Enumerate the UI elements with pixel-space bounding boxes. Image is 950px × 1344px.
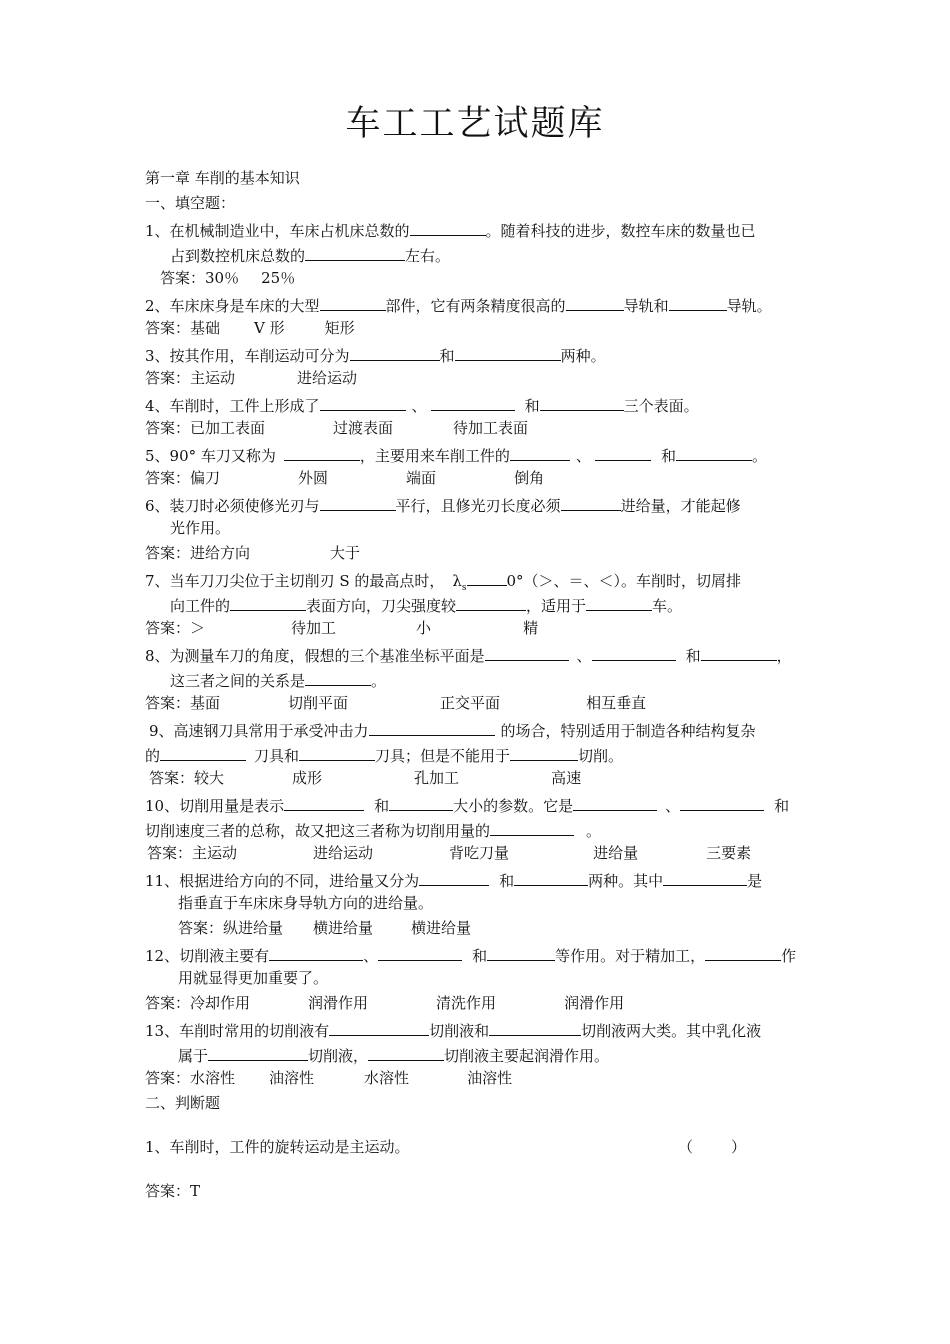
chapter-heading: 第一章 车削的基本知识 — [145, 169, 300, 187]
question-13-line-1 — [145, 1018, 761, 1041]
answer-4 — [145, 418, 528, 438]
q10-text-c: 大小的参数。它是 — [453, 797, 574, 815]
q13-text-d: 属于 — [178, 1047, 209, 1065]
question-9-line-2 — [145, 743, 623, 766]
question-9-line-1 — [149, 718, 756, 741]
blank — [701, 643, 777, 661]
q13-text-b: 切削液和 — [429, 1022, 490, 1040]
question-11-line-1 — [145, 868, 762, 891]
answer-value: 过渡表面 — [333, 419, 394, 437]
answer-label: 答案： — [145, 469, 191, 487]
answer-value: 进给运动 — [297, 369, 358, 387]
q5-text-c: 、 — [575, 447, 591, 465]
blank — [510, 743, 578, 761]
question-10-line-2 — [145, 818, 601, 841]
blank — [284, 793, 364, 811]
q5-text-b: ，主要用来车削工件的 — [359, 447, 510, 465]
q12-text-b: 、 — [363, 947, 379, 965]
answer-label: 答案： — [178, 919, 224, 937]
q9-text-c: 的 — [145, 747, 161, 765]
answer-value: 25％ — [261, 269, 296, 287]
answer-value: 精 — [523, 619, 539, 637]
tf-answer-1: 答案：T — [145, 1182, 201, 1200]
blank — [487, 943, 555, 961]
question-2 — [145, 293, 772, 316]
question-4 — [145, 393, 699, 416]
question-12-line-2: 用就显得更加重要了。 — [178, 969, 329, 987]
answer-8 — [145, 693, 646, 713]
question-3 — [145, 343, 606, 366]
blank — [669, 293, 727, 311]
answer-label: 答案： — [160, 269, 206, 287]
answer-value: 背吃刀量 — [449, 844, 510, 862]
blank — [284, 443, 360, 461]
blank — [663, 868, 747, 886]
tf-answer-parentheses — [678, 1137, 746, 1157]
q8-text-f: 。 — [371, 672, 387, 690]
q10-text-e: 和 — [774, 797, 790, 815]
answer-5 — [145, 468, 544, 488]
blank — [378, 943, 462, 961]
answer-value: 高速 — [551, 769, 582, 787]
q7-text-d: 表面方向，刀尖强度较 — [306, 597, 457, 615]
answer-3 — [145, 368, 357, 388]
q4-text-c: 和 — [524, 397, 540, 415]
blank — [540, 393, 624, 411]
answer-label: 答案： — [145, 544, 191, 562]
q10-text-d: 、 — [665, 797, 681, 815]
question-12-line-1 — [145, 943, 796, 966]
q9-text-e: 刀具；但是不能用于 — [375, 747, 511, 765]
blank — [705, 943, 781, 961]
q10-text-g: 。 — [586, 822, 602, 840]
blank — [269, 943, 363, 961]
question-8-line-1 — [145, 643, 792, 666]
blank — [305, 668, 371, 686]
blank — [566, 293, 624, 311]
blank — [586, 593, 652, 611]
blank — [160, 743, 246, 761]
answer-1 — [160, 268, 295, 288]
paren-close: ） — [731, 1138, 747, 1156]
blank — [368, 1043, 444, 1061]
q4-text-b: 、 — [411, 397, 427, 415]
blank — [369, 718, 495, 736]
q11-text-a: 11、根据进给方向的不同，进给量又分为 — [145, 872, 420, 890]
answer-10 — [147, 843, 751, 863]
q13-text-c: 切削液两大类。其中乳化液 — [581, 1022, 762, 1040]
question-1-line-2 — [170, 243, 450, 266]
q10-text-a: 10、切削用量是表示 — [145, 797, 285, 815]
blank — [467, 568, 507, 586]
blank — [305, 243, 405, 261]
answer-value: 主运动 — [192, 844, 238, 862]
answer-value: ＞ — [190, 619, 206, 637]
q8-text-c: 和 — [685, 647, 701, 665]
q12-text-c: 和 — [472, 947, 488, 965]
q6-text-b: 平行，且修光刃长度必须 — [395, 497, 561, 515]
page-title: 车工工艺试题库 — [345, 104, 605, 144]
q5-text-e: 。 — [751, 447, 767, 465]
question-10-line-1 — [145, 793, 789, 816]
answer-value: 主运动 — [190, 369, 236, 387]
q1-text-c: 占到数控机床总数的 — [170, 247, 306, 265]
answer-value: 润滑作用 — [308, 994, 369, 1012]
answer-value: 相互垂直 — [586, 694, 647, 712]
answer-value: 外圆 — [298, 469, 329, 487]
answer-value: 正交平面 — [440, 694, 501, 712]
blank — [595, 443, 651, 461]
q12-text-e: 作 — [781, 947, 797, 965]
answer-2 — [145, 318, 355, 338]
q9-text-f: 切削。 — [578, 747, 624, 765]
q9-text-d: 刀具和 — [254, 747, 300, 765]
answer-value: 待加工 — [291, 619, 337, 637]
answer-6 — [145, 543, 360, 563]
tf-question-1: 1、车削时，工件的旋转运动是主运动。 — [145, 1138, 410, 1156]
lambda-subscript: s — [461, 583, 467, 593]
paren-open: （ — [678, 1138, 694, 1156]
q13-text-f: 切削液主要起润滑作用。 — [444, 1047, 610, 1065]
q8-text-d: ， — [776, 647, 792, 665]
blank — [320, 493, 396, 511]
answer-label: 答案： — [145, 419, 191, 437]
blank — [320, 293, 386, 311]
blank — [230, 593, 306, 611]
blank — [299, 743, 375, 761]
answer-value: 三要素 — [706, 844, 752, 862]
q11-text-c: 两种。其中 — [588, 872, 664, 890]
blank — [510, 443, 570, 461]
answer-label: 答案： — [145, 1069, 191, 1087]
answer-value: 进给量 — [593, 844, 639, 862]
q2-text-a: 2、车床床身是车床的大型 — [145, 297, 320, 315]
answer-value: 冷却作用 — [190, 994, 251, 1012]
q12-text-a: 12、切削液主要有 — [145, 947, 270, 965]
answer-11 — [178, 918, 471, 938]
answer-value: 成形 — [292, 769, 323, 787]
section-heading-true-false: 二、判断题 — [145, 1094, 221, 1112]
blank — [455, 343, 561, 361]
blank — [389, 793, 453, 811]
answer-13 — [145, 1068, 512, 1088]
q9-text-a: 9、高速钢刀具常用于承受冲击力 — [149, 722, 369, 740]
answer-label: 答案： — [149, 769, 195, 787]
answer-label: 答案： — [145, 694, 191, 712]
blank — [419, 868, 489, 886]
answer-value: 进给方向 — [190, 544, 251, 562]
q4-text-a: 4、车削时，工件上形成了 — [145, 397, 320, 415]
q7-text-e: ，适用于 — [526, 597, 587, 615]
answer-label: 答案： — [145, 994, 191, 1012]
blank — [490, 818, 574, 836]
q2-text-b: 部件，它有两条精度很高的 — [385, 297, 566, 315]
answer-7 — [145, 618, 538, 638]
q7-text-b: 0°（＞、＝、＜）。车削时，切屑排 — [506, 572, 742, 590]
question-13-line-2 — [178, 1043, 609, 1066]
q1-text-d: 左右。 — [405, 247, 451, 265]
answer-value: 进给运动 — [313, 844, 374, 862]
blank — [485, 643, 569, 661]
section-heading-fill-blank: 一、填空题： — [145, 194, 236, 212]
blank — [592, 643, 676, 661]
q10-text-b: 和 — [374, 797, 390, 815]
question-8-line-2 — [170, 668, 386, 691]
answer-value: 水溶性 — [190, 1069, 236, 1087]
question-6-line-2: 光作用。 — [170, 519, 231, 537]
q5-text-a: 5、90° 车刀又称为 — [145, 447, 276, 465]
q6-text-c: 进给量，才能起修 — [620, 497, 741, 515]
answer-value: 已加工表面 — [190, 419, 266, 437]
blank — [208, 1043, 308, 1061]
answer-value: 横进给量 — [313, 919, 374, 937]
q8-text-e: 这三者之间的关系是 — [170, 672, 306, 690]
answer-value: 纵进给量 — [223, 919, 284, 937]
blank — [680, 793, 764, 811]
blank — [329, 1018, 429, 1036]
answer-value: 清洗作用 — [436, 994, 497, 1012]
answer-value: 倒角 — [514, 469, 545, 487]
q3-text-a: 3、按其作用，车削运动可分为 — [145, 347, 350, 365]
question-1-line-1 — [145, 218, 756, 241]
blank — [456, 593, 526, 611]
q13-text-e: 切削液， — [308, 1047, 369, 1065]
answer-label: 答案： — [145, 369, 191, 387]
answer-value: 水溶性 — [364, 1069, 410, 1087]
q4-text-d: 三个表面。 — [623, 397, 699, 415]
q9-text-b: 的场合，特别适用于制造各种结构复杂 — [500, 722, 756, 740]
question-6-line-1 — [145, 493, 741, 516]
q2-text-c: 导轨和 — [623, 297, 669, 315]
answer-value: 基础 — [190, 319, 221, 337]
lambda-symbol: λ — [452, 572, 462, 590]
q8-text-a: 8、为测量车刀的角度，假想的三个基准坐标平面是 — [145, 647, 485, 665]
answer-value: 切削平面 — [288, 694, 349, 712]
answer-value: 孔加工 — [414, 769, 460, 787]
answer-9 — [149, 768, 581, 788]
q7-text-f: 车。 — [652, 597, 683, 615]
blank — [676, 443, 752, 461]
answer-value: 待加工表面 — [453, 419, 529, 437]
q11-text-b: 和 — [499, 872, 515, 890]
blank — [489, 1018, 581, 1036]
q2-text-d: 导轨。 — [726, 297, 772, 315]
answer-value: 端面 — [406, 469, 437, 487]
answer-value: 大于 — [330, 544, 361, 562]
q12-text-d: 等作用。对于精加工， — [555, 947, 706, 965]
answer-value: 基面 — [190, 694, 221, 712]
q1-text-b: 。随着科技的进步，数控车床的数量也已 — [485, 222, 756, 240]
answer-value: 润滑作用 — [564, 994, 625, 1012]
q7-text-a: 7、当车刀刀尖位于主切削刃 S 的最高点时， — [145, 572, 445, 590]
answer-value: 较大 — [194, 769, 225, 787]
answer-value: 偏刀 — [190, 469, 221, 487]
answer-value: V 形 — [254, 319, 285, 337]
q11-text-d: 是 — [747, 872, 763, 890]
blank — [573, 793, 657, 811]
answer-label: 答案： — [145, 619, 191, 637]
answer-value: 油溶性 — [269, 1069, 315, 1087]
q7-text-c: 向工件的 — [170, 597, 231, 615]
q3-text-b: 和 — [439, 347, 455, 365]
blank — [431, 393, 515, 411]
blank — [514, 868, 588, 886]
q13-text-a: 13、车削时常用的切削液有 — [145, 1022, 330, 1040]
question-7-line-2 — [170, 593, 682, 616]
answer-label: 答案： — [147, 844, 193, 862]
question-5 — [145, 443, 767, 466]
answer-value: 矩形 — [324, 319, 355, 337]
answer-value: 油溶性 — [467, 1069, 513, 1087]
answer-value: 横进给量 — [411, 919, 472, 937]
q1-text-a: 1、在机械制造业中，车床占机床总数的 — [145, 222, 410, 240]
answer-value: 小 — [416, 619, 432, 637]
q3-text-c: 两种。 — [560, 347, 606, 365]
blank — [561, 493, 621, 511]
q6-text-a: 6、装刀时必须使修光刃与 — [145, 497, 320, 515]
answer-label: 答案： — [145, 319, 191, 337]
q8-text-b: 、 — [576, 647, 592, 665]
answer-value: 30％ — [205, 269, 240, 287]
blank — [410, 218, 486, 236]
answer-12 — [145, 993, 624, 1013]
q10-text-f: 切削速度三者的总称，故又把这三者称为切削用量的 — [145, 822, 491, 840]
question-11-line-2: 指垂直于车床床身导轨方向的进给量。 — [178, 894, 434, 912]
blank — [320, 393, 406, 411]
q5-text-d: 和 — [660, 447, 676, 465]
blank — [350, 343, 440, 361]
